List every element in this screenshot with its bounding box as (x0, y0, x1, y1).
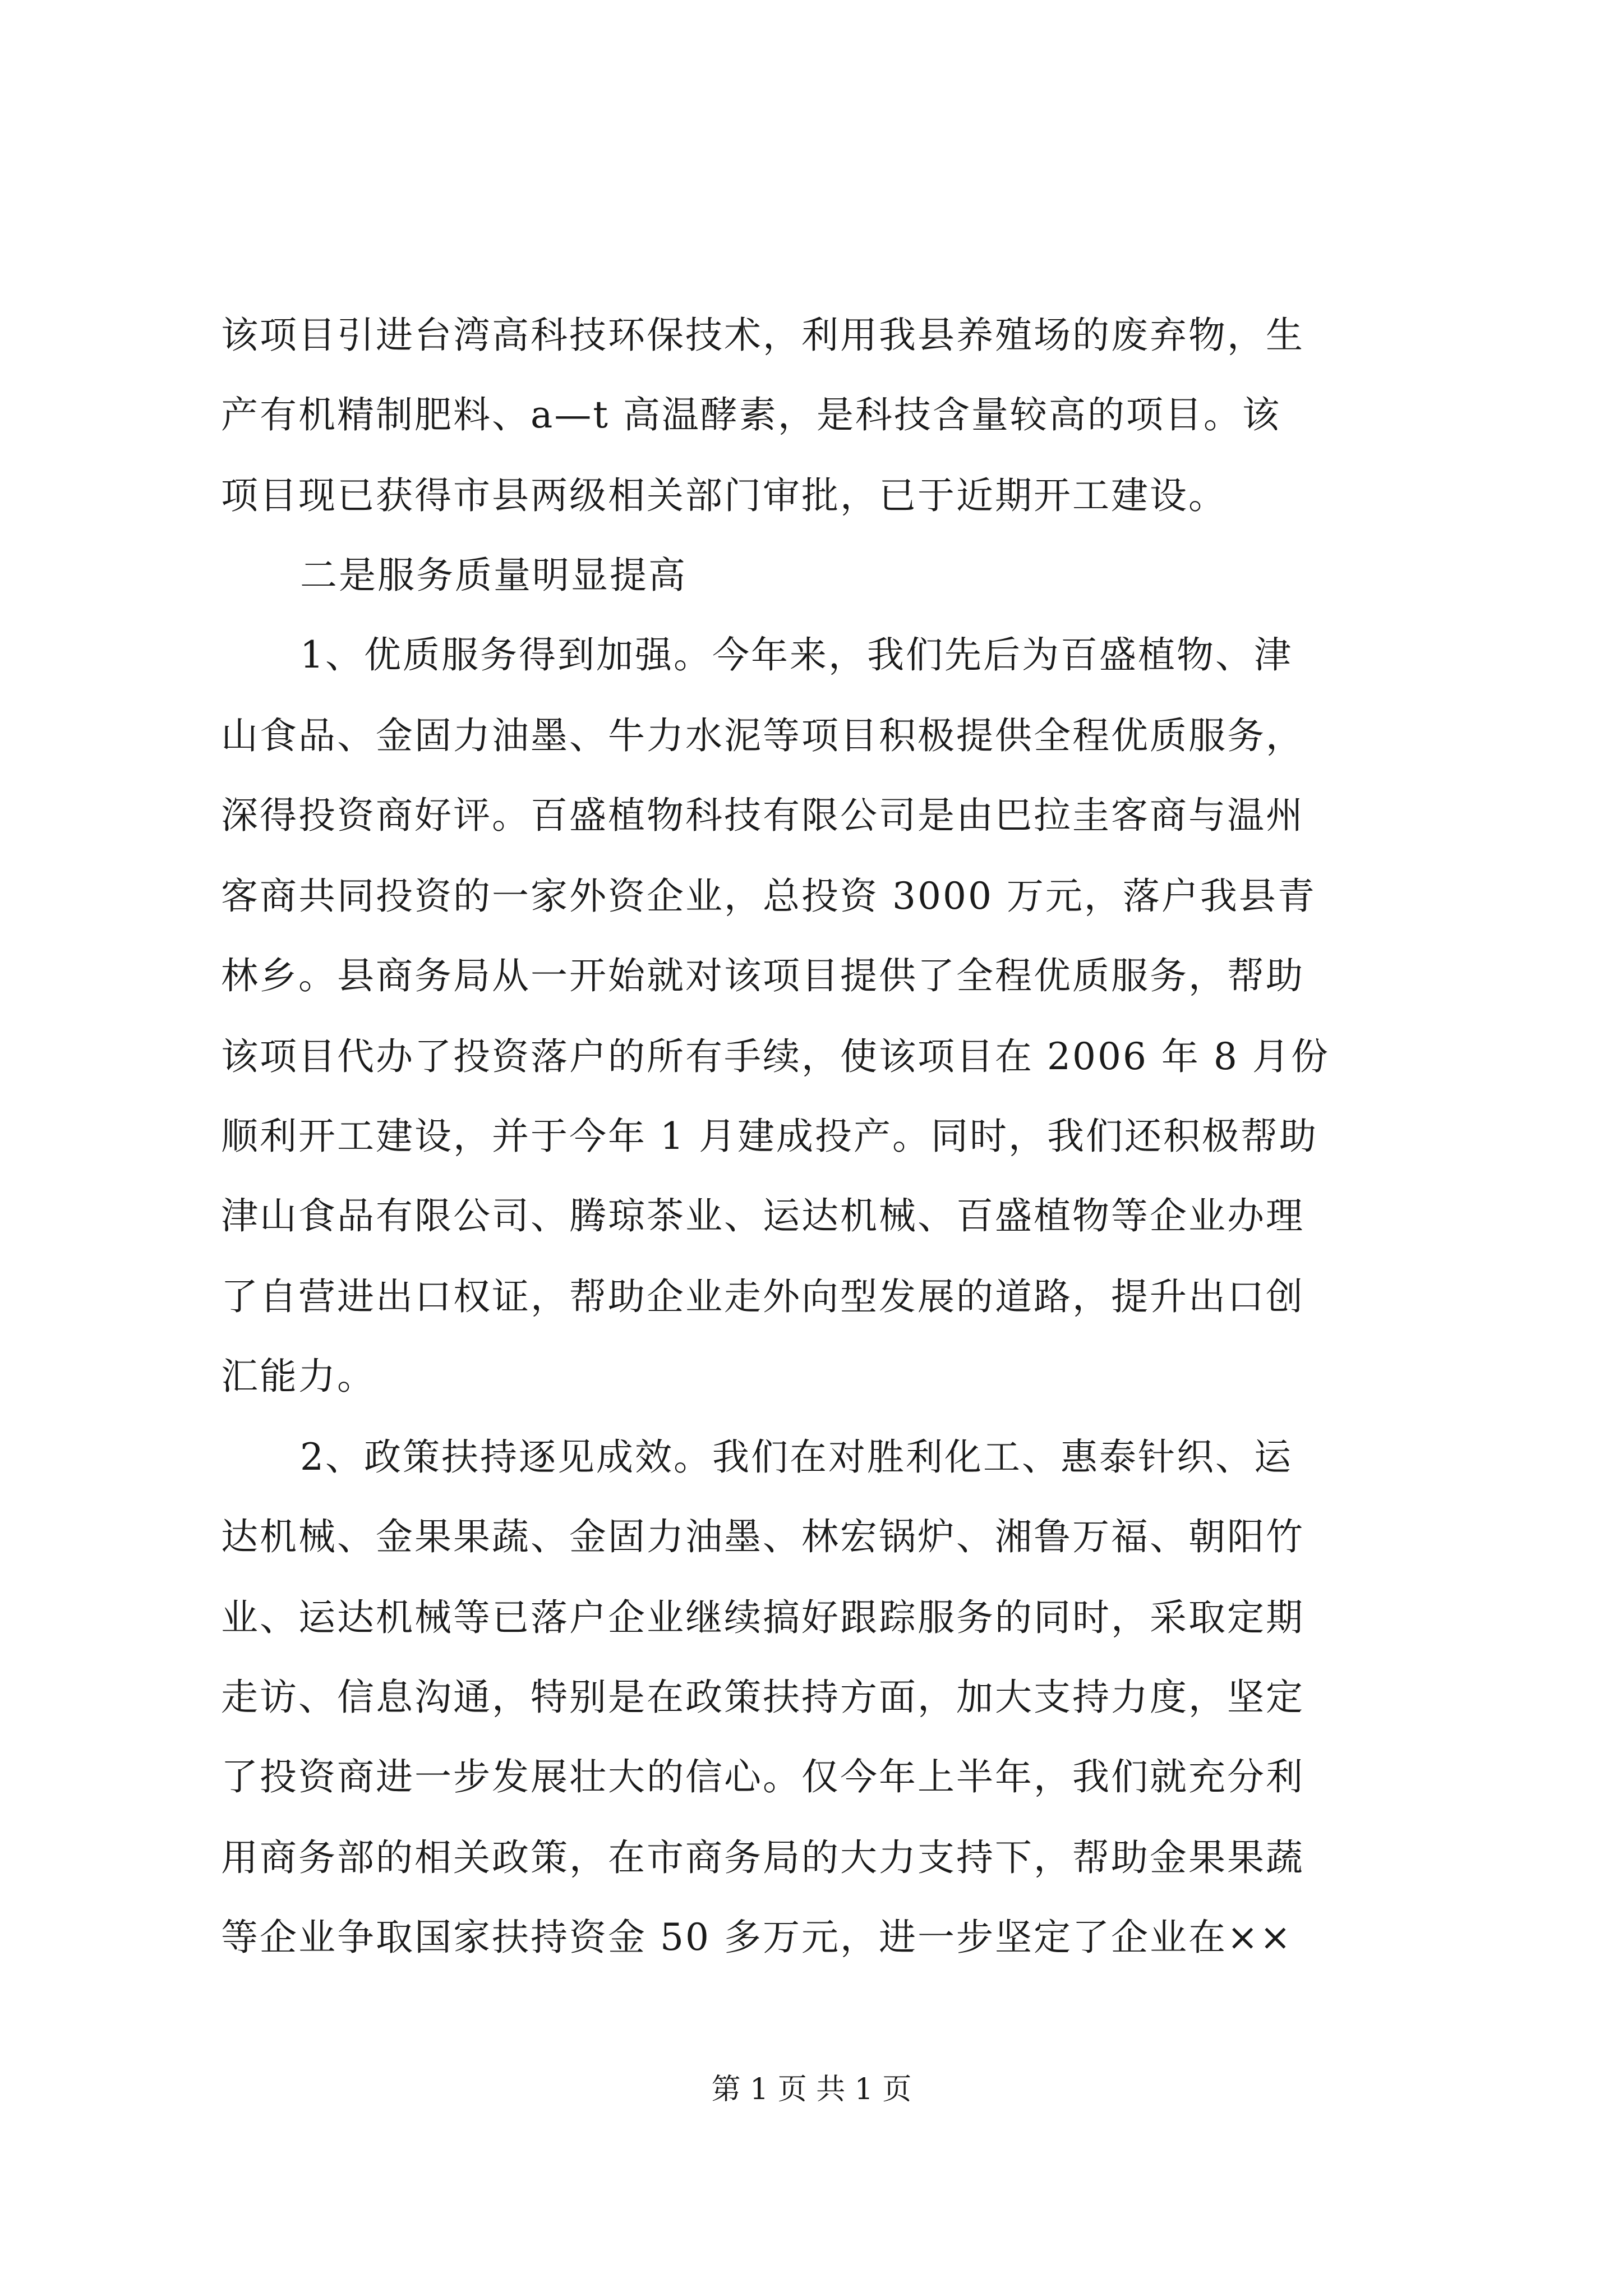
text-line-12: 津山食品有限公司、腾琼茶业、运达机械、百盛植物等企业办理 (221, 1194, 1304, 1237)
text-line-9: 林乡。县商务局从一开始就对该项目提供了全程优质服务，帮助 (221, 954, 1304, 997)
text-line-8: 客商共同投资的一家外资企业，总投资 3000 万元，落户我县青 (221, 875, 1316, 918)
text-line-14: 汇能力。 (221, 1355, 376, 1398)
text-line-2: 产有机精制肥料、a—t 高温酵素，是科技含量较高的项目。该 (221, 393, 1281, 436)
page-footer: 第 1 页 共 1 页 (711, 2073, 912, 2106)
text-line-1: 该项目引进台湾高科技环保技术，利用我县养殖场的废弃物，生 (221, 314, 1304, 357)
text-line-17: 业、运达机械等已落户企业继续搞好跟踪服务的同时，采取定期 (221, 1596, 1304, 1639)
text-line-11: 顺利开工建设，并于今年 1 月建成投产。同时，我们还积极帮助 (221, 1115, 1318, 1158)
text-line-21: 等企业争取国家扶持资金 50 多万元，进一步坚定了企业在×× (221, 1916, 1293, 1959)
text-line-15: 2、政策扶持逐见成效。我们在对胜利化工、惠泰针织、运 (300, 1435, 1293, 1479)
text-line-13: 了自营进出口权证，帮助企业走外向型发展的道路，提升出口创 (221, 1275, 1304, 1318)
text-line-20: 用商务部的相关政策，在市商务局的大力支持下，帮助金果果蔬 (221, 1836, 1304, 1879)
text-line-5: 1、优质服务得到加强。今年来，我们先后为百盛植物、津 (300, 633, 1293, 677)
text-line-3: 项目现已获得市县两级相关部门审批，已于近期开工建设。 (221, 474, 1227, 517)
text-line-19: 了投资商进一步发展壮大的信心。仅今年上半年，我们就充分利 (221, 1755, 1304, 1798)
text-line-10: 该项目代办了投资落户的所有手续，使该项目在 2006 年 8 月份 (221, 1035, 1330, 1078)
text-line-16: 达机械、金果果蔬、金固力油墨、林宏锅炉、湘鲁万福、朝阳竹 (221, 1515, 1304, 1558)
section-heading-service-quality: 二是服务质量明显提高 (300, 554, 687, 597)
text-line-7: 深得投资商好评。百盛植物科技有限公司是由巴拉圭客商与温州 (221, 794, 1304, 837)
text-line-18: 走访、信息沟通，特别是在政策扶持方面，加大支持力度，坚定 (221, 1676, 1304, 1719)
text-line-6: 山食品、金固力油墨、牛力水泥等项目积极提供全程优质服务， (221, 714, 1304, 757)
